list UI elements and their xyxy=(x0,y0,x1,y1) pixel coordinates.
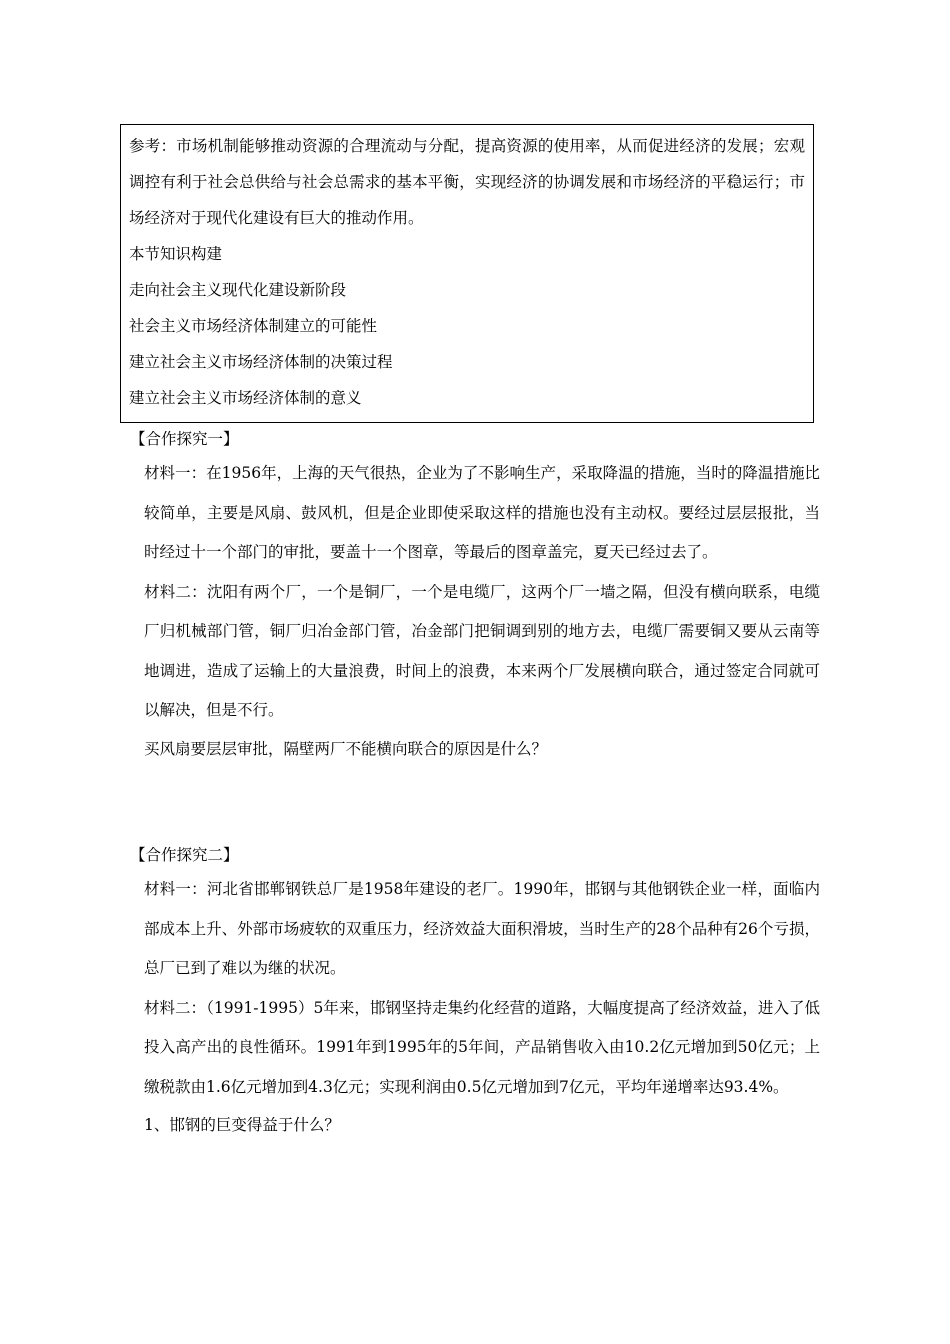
reference-answer: 参考：市场机制能够推动资源的合理流动与分配，提高资源的使用率，从而促进经济的发展；宏观调控有利于社会总供给与社会总需求的基本平衡，实现经济的协调发展和市场经济的平稳运行；市场经济对于现代化建设有巨大的推动作用。 xyxy=(129,137,805,227)
knowledge-structure-title: 本节知识构建 xyxy=(129,245,223,263)
inquiry-two-material-2: 材料二：（1991-1995）5年来，邯钢坚持走集约化经营的道路，大幅度提高了经济效益，进入了低投入高产出的良性循环。1991年到1995年的5年间，产品销售收入由10.2亿元增加到50亿元；上缴税款由1.6亿元增加到4.3亿元；实现利润由0.5亿元增加到7亿元，平均年递增率达93.4%。 xyxy=(144,998,820,1096)
inquiry-two-heading: 【合作探究二】 xyxy=(130,846,239,864)
inquiry-one-section xyxy=(130,424,820,767)
knowledge-item: 社会主义市场经济体制建立的可能性 xyxy=(129,317,378,335)
inquiry-two-material-1: 材料一：河北省邯郸钢铁总厂是1958年建设的老厂。1990年，邯钢与其他钢铁企业一样，面临内部成本上升、外部市场疲软的双重压力，经济效益大面积滑坡，当时生产的28个品种有26个亏损，总厂已到了难以为继的状况。 xyxy=(144,880,820,977)
knowledge-item: 建立社会主义市场经济体制的决策过程 xyxy=(129,353,393,371)
inquiry-two-section xyxy=(130,840,820,1143)
inquiry-one-material-2: 材料二：沈阳有两个厂，一个是铜厂，一个是电缆厂，这两个厂一墙之隔，但没有横向联系，电缆厂归机械部门管，铜厂归冶金部门管，冶金部门把铜调到别的地方去，电缆厂需要铜又要从云南等地调进，造成了运输上的大量浪费，时间上的浪费，本来两个厂发展横向联合，通过签定合同就可以解决，但是不行。 xyxy=(144,582,820,719)
knowledge-item: 建立社会主义市场经济体制的意义 xyxy=(129,389,362,407)
knowledge-item: 走向社会主义现代化建设新阶段 xyxy=(129,281,347,299)
reference-box xyxy=(120,124,814,423)
inquiry-one-question: 买风扇要层层审批，隔壁两厂不能横向联合的原因是什么？ xyxy=(144,739,548,758)
inquiry-one-material-1: 材料一：在1956年，上海的天气很热，企业为了不影响生产，采取降温的措施，当时的降温措施比较简单，主要是风扇、鼓风机，但是企业即使采取这样的措施也没有主动权。要经过层层报批，当时经过十一个部门的审批，要盖十一个图章，等最后的图章盖完，夏天已经过去了。 xyxy=(144,464,820,561)
inquiry-one-heading: 【合作探究一】 xyxy=(130,430,239,448)
inquiry-two-question: 1、邯钢的巨变得益于什么？ xyxy=(144,1116,340,1134)
